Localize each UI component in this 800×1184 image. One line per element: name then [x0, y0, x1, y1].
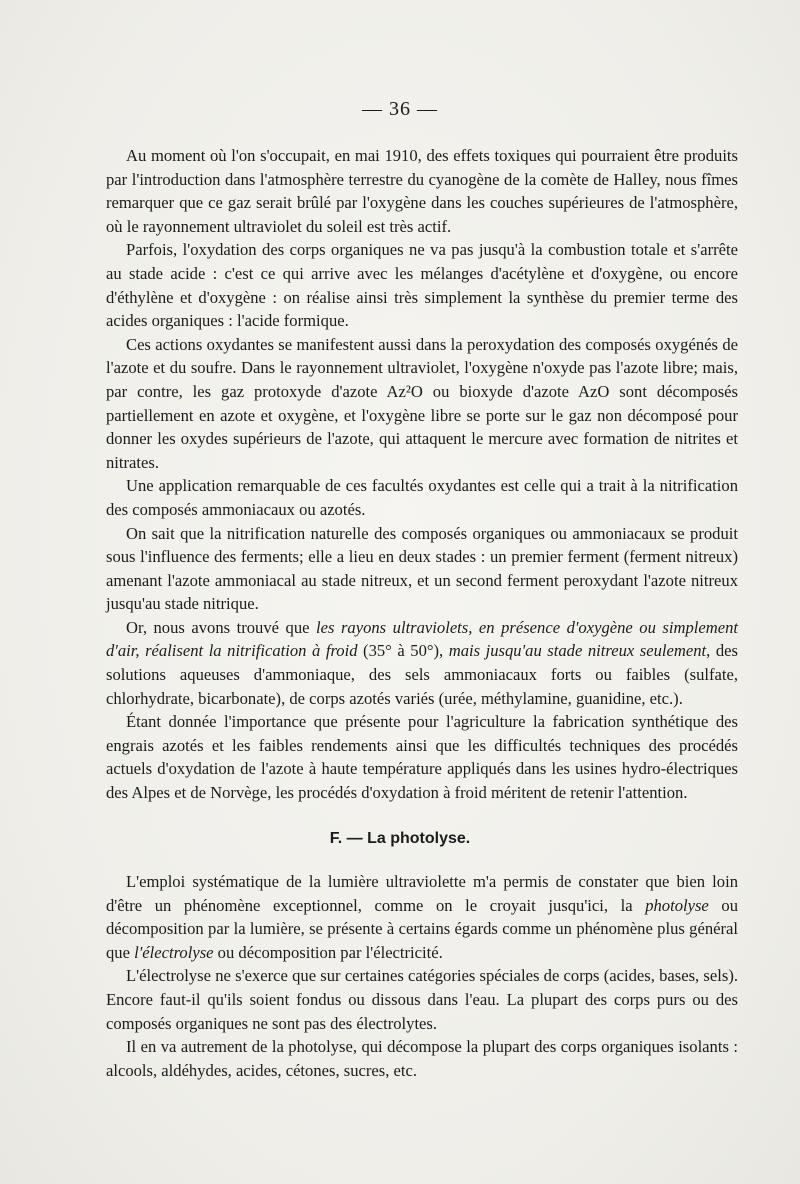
paragraph: On sait que la nitrification naturelle des composés organiques ou ammoniacaux se produit sous l'influence des ferments; elle a lieu en deux stades : un premier ferment (ferment nitreux) amenant l'azote ammoniacal au stade nitreux, et un second ferment peroxydant l'azote nitreux jusqu'au stade nitrique. [106, 523, 738, 614]
paragraph [106, 870, 738, 964]
section-body-oxidation [106, 144, 738, 805]
emphasis-text: l'électrolyse [134, 942, 214, 962]
emphasis-text: les rayons ultraviolets, en présence d'oxygène ou simplement d'air, réalisent la nitrification à froid [106, 617, 738, 661]
text-run: , des solutions aqueuses d'ammoniaque, des sels ammoniacaux forts ou faibles (sulfate, chlorhydrate, bicarbonate), de corps azotés variés (urée, méthylamine, guanidine, etc.). [106, 641, 738, 708]
text-run: ou décomposition par la lumière, se présente à certains égards comme un phénomène plus général que [106, 895, 738, 962]
text-run: ou décomposition par l'électricité. [213, 942, 443, 962]
page-number: — 36 — [362, 98, 438, 120]
section-body-photolysis [106, 870, 738, 1082]
paragraph: Une application remarquable de ces facultés oxydantes est celle qui a trait à la nitrification des composés ammoniacaux ou azotés. [106, 476, 738, 519]
text-run: (35° à 50°), [357, 641, 449, 661]
emphasis-text: photolyse [645, 895, 709, 915]
text-run: Or, nous avons trouvé que [126, 617, 317, 637]
paragraph: Il en va autrement de la photolyse, qui décompose la plupart des corps organiques isolants : alcools, aldéhydes, acides, cétones, sucres, etc. [106, 1037, 738, 1080]
emphasis-text: mais jusqu'au stade nitreux seulement [448, 641, 707, 661]
paragraph: Au moment où l'on s'occupait, en mai 1910, des effets toxiques qui pourraient être produits par l'introduction dans l'atmosphère terrestre du cyanogène de la comète de Halley, nous fîmes remarquer que ce gaz serait brûlé par l'oxygène dans les couches supérieures de l'atmosphère, où le rayonnement ultraviolet du soleil est très actif. [106, 146, 738, 236]
section-heading: F. — La photolyse. [329, 830, 471, 847]
text-run: L'emploi systématique de la lumière ultraviolette m'a permis de constater que bien loin d'être un phénomène exceptionnel, comme on le croyait jusqu'ici, la [106, 872, 738, 915]
paragraph: Parfois, l'oxydation des corps organiques ne va pas jusqu'à la combustion totale et s'arrête au stade acide : c'est ce qui arrive avec les mélanges d'acétylène et d'oxygène, ou encore d'éthylène et d'oxygène : on réalise ainsi très simplement la synthèse du premier terme des acides organiques : l'acide formique. [106, 240, 738, 331]
paragraph: Étant donnée l'importance que présente pour l'agriculture la fabrication synthétique des engrais azotés et les faibles rendements ainsi que les difficultés techniques des procédés actuels d'oxydation de l'azote à haute température appliqués dans les usines hydro-électriques des Alpes et de Norvège, les procédés d'oxydation à froid méritent de retenir l'attention. [106, 712, 738, 803]
paragraph: Ces actions oxydantes se manifestent aussi dans la peroxydation des composés oxygénés de l'azote et du soufre. Dans le rayonnement ultraviolet, l'oxygène n'oxyde pas l'azote libre; mais, par contre, les gaz protoxyde d'azote Az²O ou bioxyde d'azote AzO sont décomposés partiellement en azote et oxygène, et l'oxygène libre se porte sur le gaz non décomposé pour donner les oxydes supérieurs de l'azote, qui attaquent le mercure avec formation de nitrites et nitrates. [106, 334, 738, 472]
paragraph [106, 616, 738, 710]
paragraph: L'électrolyse ne s'exerce que sur certaines catégories spéciales de corps (acides, bases, sels). Encore faut-il qu'ils soient fondus ou dissous dans l'eau. La plupart des corps purs ou des composés organiques ne sont pas des électrolytes. [106, 966, 738, 1033]
